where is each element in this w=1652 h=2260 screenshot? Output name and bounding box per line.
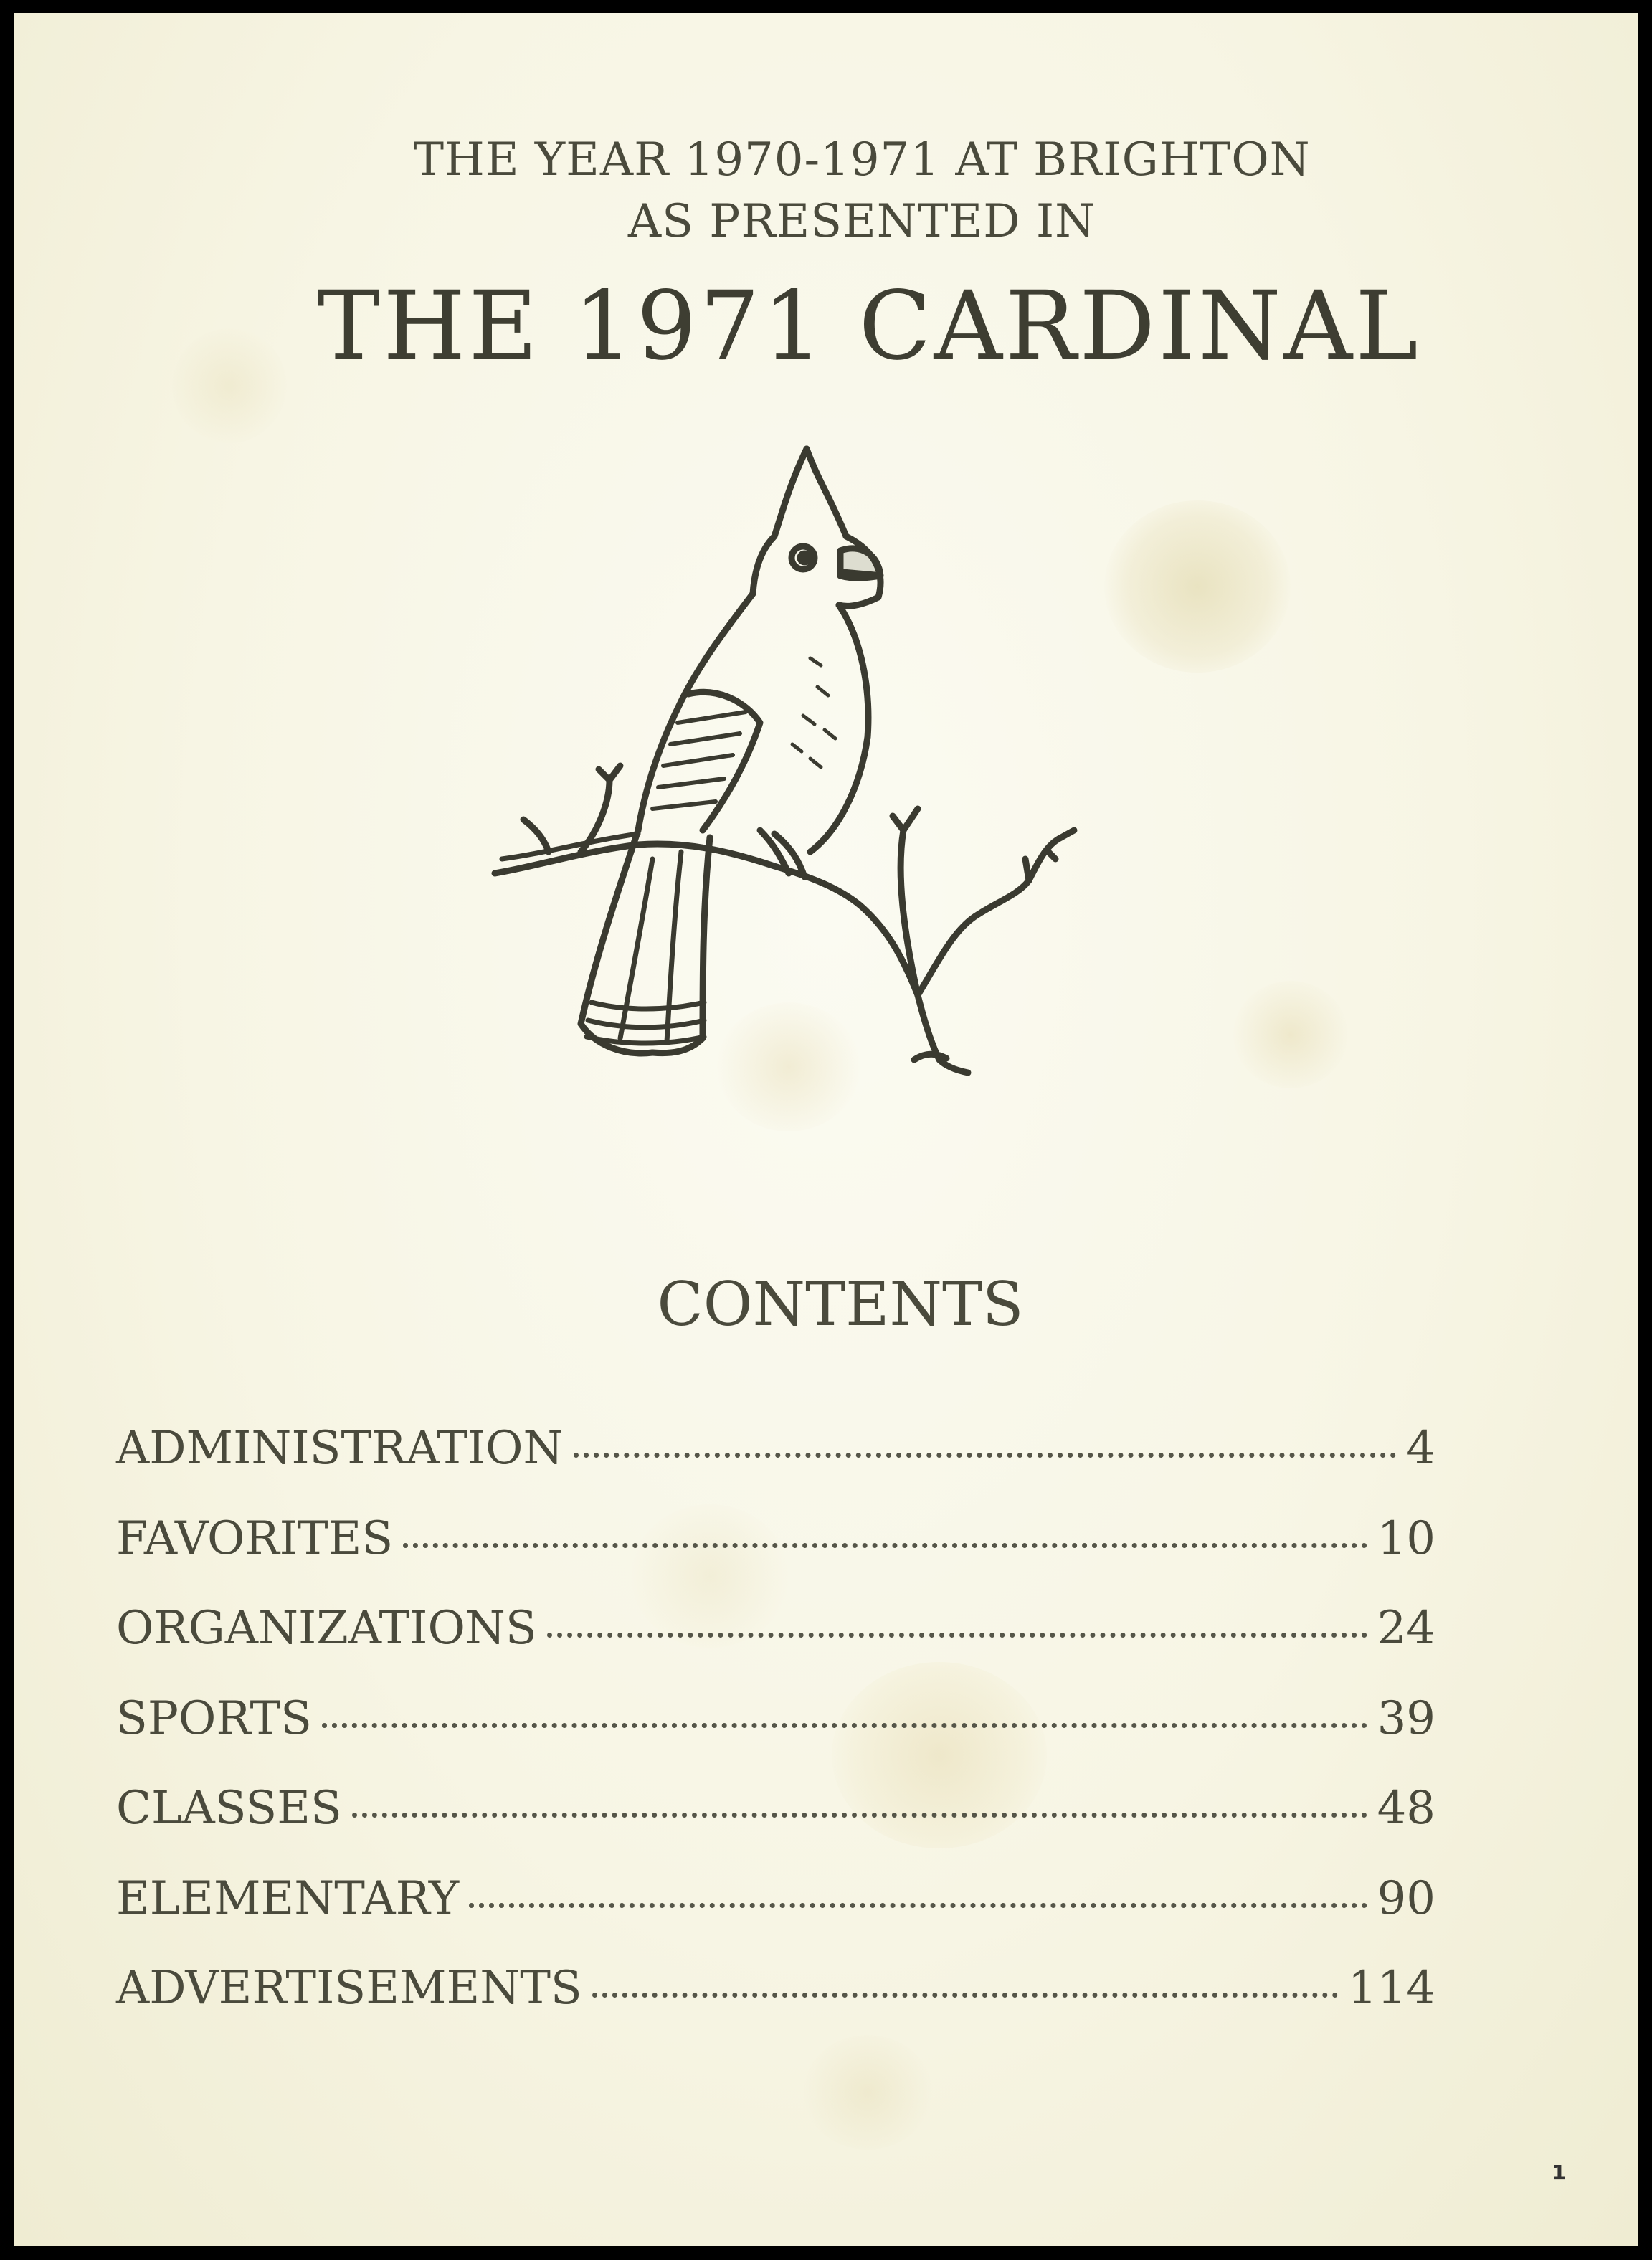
toc-page-number: 39 xyxy=(1377,1691,1435,1745)
toc-page-number: 4 xyxy=(1406,1422,1435,1475)
dot-leader xyxy=(469,1903,1367,1908)
yearbook-page xyxy=(14,13,1638,2246)
dot-leader xyxy=(547,1633,1367,1638)
dot-leader xyxy=(403,1543,1367,1548)
toc-label: FAVORITES xyxy=(116,1511,394,1565)
toc-label: SPORTS xyxy=(116,1691,312,1745)
page-title: THE 1971 CARDINAL xyxy=(317,271,1421,381)
toc-entry-administration xyxy=(116,1422,1435,1512)
contents-heading: CONTENTS xyxy=(657,1269,1024,1339)
toc-page-number: 10 xyxy=(1377,1511,1435,1565)
stain xyxy=(1233,981,1348,1088)
toc-page-number: 48 xyxy=(1377,1782,1435,1835)
toc-label: ORGANIZATIONS xyxy=(116,1602,537,1655)
toc-entry-classes xyxy=(116,1782,1435,1872)
toc-page-number: 90 xyxy=(1377,1871,1435,1925)
toc-entry-sports xyxy=(116,1692,1435,1782)
dot-leader xyxy=(574,1453,1397,1458)
toc-label: CLASSES xyxy=(116,1782,342,1835)
toc-label: ADMINISTRATION xyxy=(116,1422,564,1475)
toc-page-number: 114 xyxy=(1347,1962,1435,2015)
cardinal-bird-icon xyxy=(473,429,1090,1117)
stain xyxy=(1104,500,1291,673)
toc-label: ADVERTISEMENTS xyxy=(116,1962,582,2015)
toc-entry-elementary xyxy=(116,1872,1435,1962)
toc-label: ELEMENTARY xyxy=(116,1871,460,1925)
toc-entry-advertisements xyxy=(116,1962,1435,2052)
stain xyxy=(803,2035,932,2150)
table-of-contents xyxy=(116,1422,1435,2052)
page-number: 1 xyxy=(1552,2160,1566,2184)
dot-leader xyxy=(592,1993,1338,1998)
header-line-year: THE YEAR 1970-1971 AT BRIGHTON xyxy=(413,133,1311,186)
dot-leader xyxy=(322,1723,1367,1728)
header-line-presented: AS PRESENTED IN xyxy=(627,195,1096,248)
toc-entry-organizations xyxy=(116,1602,1435,1692)
toc-page-number: 24 xyxy=(1377,1602,1435,1655)
toc-entry-favorites xyxy=(116,1512,1435,1603)
dot-leader xyxy=(352,1813,1367,1818)
